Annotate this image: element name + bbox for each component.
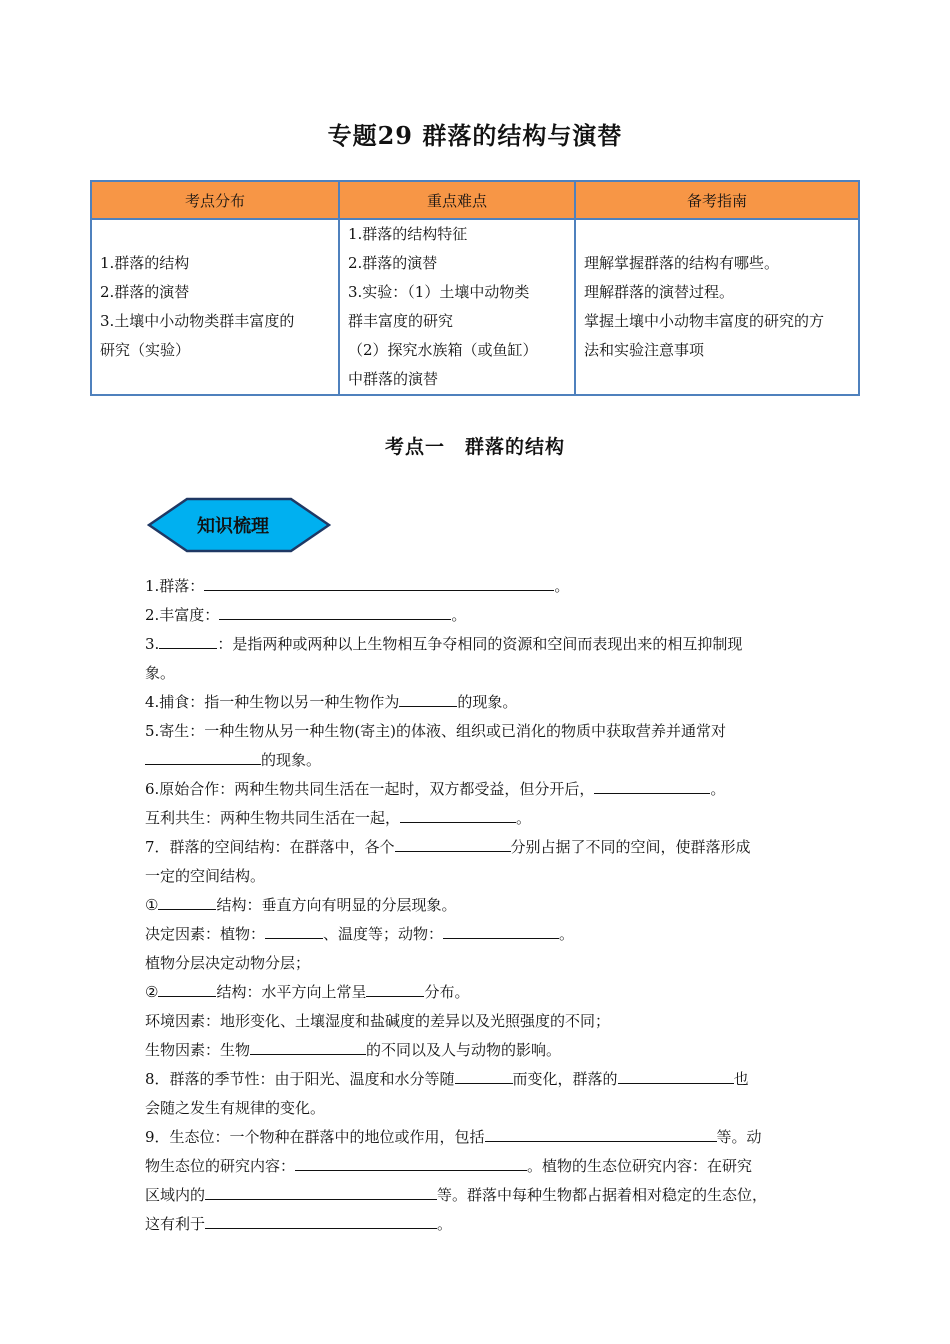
- text: 而变化，群落的: [512, 1070, 618, 1088]
- text: 。: [451, 606, 467, 624]
- cell-line: 1.群落的结构特征: [348, 225, 468, 243]
- text-line: [145, 1210, 825, 1239]
- text: 2.丰富度：: [145, 606, 220, 624]
- content-body: [145, 572, 825, 1239]
- text-line: [145, 630, 825, 659]
- text: 。: [710, 780, 726, 798]
- table-header: 备考指南: [575, 181, 859, 219]
- fill-blank[interactable]: [158, 891, 216, 910]
- text: 。: [554, 577, 570, 595]
- text-line: [145, 862, 825, 891]
- fill-blank[interactable]: [618, 1065, 734, 1084]
- cell-line: （2）探究水族箱（或鱼缸）: [348, 341, 538, 359]
- table-cell-guide: [575, 219, 859, 395]
- section-title: 考点一 群落的结构: [384, 436, 565, 458]
- fill-blank[interactable]: [366, 978, 424, 997]
- text-line: [145, 572, 825, 601]
- text: 。植物的生态位研究内容：在研究: [527, 1157, 753, 1175]
- text: 会随之发生有规律的变化。: [145, 1099, 326, 1117]
- table-cell-key-points: [339, 219, 575, 395]
- table-cell-topics: [91, 219, 339, 395]
- text: 等。动: [716, 1128, 762, 1146]
- cell-line: 3.实验：（1）土壤中动物类: [348, 283, 530, 301]
- text: 的不同以及人与动物的影响。: [366, 1041, 562, 1059]
- fill-blank[interactable]: [219, 601, 451, 620]
- text: 、温度等；动物：: [323, 925, 444, 943]
- text-line: [145, 804, 825, 833]
- text-line: [145, 1152, 825, 1181]
- text: ①: [145, 896, 159, 914]
- fill-blank[interactable]: [145, 746, 261, 765]
- text: 这有利于: [145, 1215, 206, 1233]
- text: 。: [516, 809, 532, 827]
- cell-line: 2.群落的演替: [348, 254, 438, 272]
- table-row: [91, 219, 859, 395]
- text: 结构：垂直方向有明显的分层现象。: [216, 896, 457, 914]
- text: 分布。: [424, 983, 470, 1001]
- text: 一定的空间结构。: [145, 867, 266, 885]
- cell-line: 3.土壤中小动物类群丰富度的: [100, 312, 295, 330]
- text: 8．群落的季节性：由于阳光、温度和水分等随: [145, 1070, 455, 1088]
- text: 9．生态位：一个物种在群落中的地位或作用，包括: [145, 1128, 485, 1146]
- fill-blank[interactable]: [399, 688, 457, 707]
- fill-blank[interactable]: [265, 920, 323, 939]
- fill-blank[interactable]: [204, 572, 554, 591]
- text: ：是指两种或两种以上生物相互争夺相同的资源和空间而表现出来的相互抑制现: [217, 635, 743, 653]
- text-line: [145, 601, 825, 630]
- text: 的现象。: [457, 693, 518, 711]
- text: 6.原始合作：两种生物共同生活在一起时，双方都受益，但分开后，: [145, 780, 595, 798]
- table-header-row: [91, 181, 859, 219]
- text-line: [145, 1007, 825, 1036]
- cell-line: 掌握土壤中小动物丰富度的研究的方: [584, 312, 825, 330]
- cell-line: 理解群落的演替过程。: [584, 283, 735, 301]
- text-line: [145, 1065, 825, 1094]
- fill-blank[interactable]: [443, 920, 559, 939]
- knowledge-badge-label: 知识梳理: [197, 516, 269, 537]
- text-line: [145, 1123, 825, 1152]
- fill-blank[interactable]: [400, 804, 516, 823]
- text: 生物因素：生物: [145, 1041, 251, 1059]
- text: 3.: [145, 635, 160, 653]
- text: 。: [437, 1215, 453, 1233]
- text: 植物分层决定动物分层；: [145, 954, 311, 972]
- text-line: [145, 717, 825, 746]
- text-line: [145, 659, 825, 688]
- text: 环境因素：地形变化、土壤湿度和盐碱度的差异以及光照强度的不同；: [145, 1012, 611, 1030]
- text: 1.群落：: [145, 577, 205, 595]
- text: 的现象。: [261, 751, 322, 769]
- text: 等。群落中每种生物都占据着相对稳定的生态位，: [437, 1186, 768, 1204]
- text: 分别占据了不同的空间，使群落形成: [510, 838, 751, 856]
- text: 也: [733, 1070, 749, 1088]
- text: 结构：水平方向上常呈: [216, 983, 367, 1001]
- cell-line: 理解掌握群落的结构有哪些。: [584, 254, 780, 272]
- page-title: 专题29 群落的结构与演替: [327, 121, 623, 150]
- text: ②: [145, 983, 159, 1001]
- text-line: [145, 920, 825, 949]
- text: 决定因素：植物：: [145, 925, 266, 943]
- fill-blank[interactable]: [295, 1152, 527, 1171]
- fill-blank[interactable]: [455, 1065, 513, 1084]
- text-line: [145, 949, 825, 978]
- fill-blank[interactable]: [594, 775, 710, 794]
- text: 互利共生：两种生物共同生活在一起，: [145, 809, 401, 827]
- table-header: 重点难点: [339, 181, 575, 219]
- text-line: [145, 746, 825, 775]
- text-line: [145, 1181, 825, 1210]
- cell-line: 群丰富度的研究: [348, 312, 454, 330]
- cell-line: 法和实验注意事项: [584, 341, 705, 359]
- fill-blank[interactable]: [485, 1123, 717, 1142]
- cell-line: 研究（实验）: [100, 341, 191, 359]
- overview-table: [90, 180, 860, 396]
- text: 物生态位的研究内容：: [145, 1157, 296, 1175]
- text-line: [145, 978, 825, 1007]
- text: 区域内的: [145, 1186, 206, 1204]
- cell-line: 2.群落的演替: [100, 283, 190, 301]
- cell-line: 1.群落的结构: [100, 254, 190, 272]
- text-line: [145, 775, 825, 804]
- text: 4.捕食：指一种生物以另一种生物作为: [145, 693, 400, 711]
- fill-blank[interactable]: [395, 833, 511, 852]
- text-line: [145, 1036, 825, 1065]
- text: 5.寄生：一种生物从另一种生物(寄主)的体液、组织或已消化的物质中获取营养并通常对: [145, 722, 727, 740]
- text: 象。: [145, 664, 176, 682]
- text: 。: [559, 925, 575, 943]
- fill-blank[interactable]: [205, 1210, 437, 1229]
- text-line: [145, 688, 825, 717]
- text-line: [145, 1094, 825, 1123]
- text-line: [145, 833, 825, 862]
- text: 7．群落的空间结构：在群落中，各个: [145, 838, 395, 856]
- fill-blank[interactable]: [250, 1036, 366, 1055]
- fill-blank[interactable]: [158, 978, 216, 997]
- fill-blank[interactable]: [159, 630, 217, 649]
- cell-line: 中群落的演替: [348, 370, 439, 388]
- text-line: [145, 891, 825, 920]
- table-header: 考点分布: [91, 181, 339, 219]
- fill-blank[interactable]: [205, 1181, 437, 1200]
